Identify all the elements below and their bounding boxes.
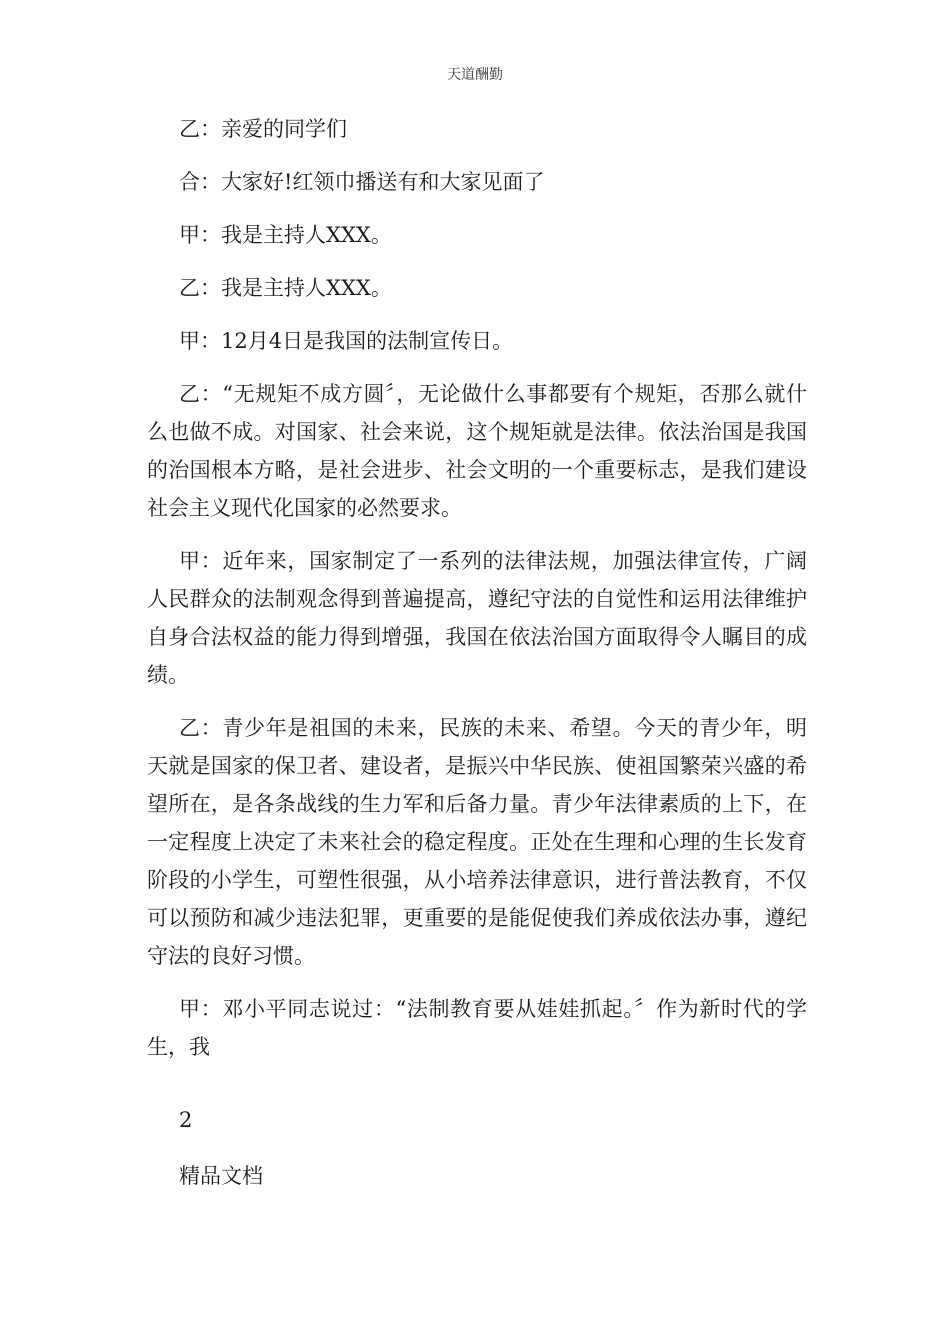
paragraph-welcome: 合：大家好!红领巾播送有和大家见面了 (179, 170, 545, 194)
paragraph-greeting: 乙：亲爱的同学们 (179, 117, 347, 141)
paragraph-deng-quote: 甲：邓小平同志说过：“法制教育要从娃娃抓起。〞作为新时代的学生，我 (147, 997, 807, 1059)
page-number: 2 (179, 1108, 193, 1132)
paragraph-host-a: 甲：我是主持人XXX。 (179, 223, 392, 247)
page-header-title: 天道酬勤 (447, 67, 503, 83)
paragraph-host-b: 乙：我是主持人XXX。 (179, 276, 392, 300)
footer-label: 精品文档 (179, 1164, 263, 1188)
paragraph-youth: 乙：青少年是祖国的未来，民族的未来、希望。今天的青少年，明天就是国家的保卫者、建设者，是振兴中华民族、使祖国繁荣兴盛的希望所在，是各条战线的生力军和后备力量。青少年法律素质的上下，在一定程度上决定了未来社会的稳定程度。正处在生理和心理的生长发育阶段的小学生，可塑性很强，从小培养法律意识，进行普法教育，不仅可以预防和减少违法犯罪，更重要的是能促使我们养成依法办事，遵纪守法的良好习惯。 (147, 716, 807, 968)
paragraph-rules: 乙：“无规矩不成方圆〞，无论做什么事都要有个规矩，否那么就什么也做不成。对国家、社会来说，这个规矩就是法律。依法治国是我国的治国根本方略，是社会进步、社会文明的一个重要标志，是我们建设社会主义现代化国家的必然要求。 (147, 382, 807, 520)
paragraph-legal-day: 甲：12月4日是我国的法制宣传日。 (179, 329, 514, 353)
paragraph-recent-years: 甲：近年来，国家制定了一系列的法律法规，加强法律宣传，广阔人民群众的法制观念得到普遍提高，遵纪守法的自觉性和运用法律维护自身合法权益的能力得到增强，我国在依法治国方面取得令人瞩目的成绩。 (147, 549, 807, 687)
document-body (147, 110, 807, 1081)
